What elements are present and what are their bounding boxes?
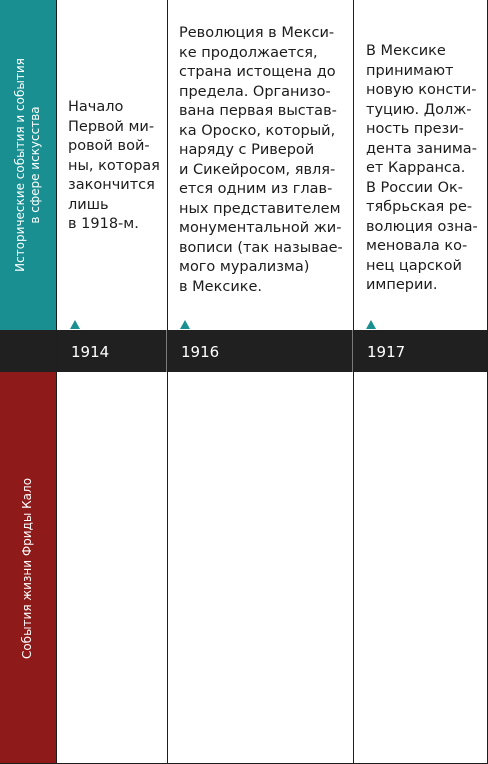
year-label: 1916: [181, 343, 220, 361]
event-text: Революция в Мекси- ке продолжается, страна истощена до предела. Организо- вана первая выстав- ка Ороско, который, наряду с Риверой и Сикейросом, явля- ется одним из глав- ных представителем монументальной жи- вописи (так называе- мого мурализма) в Мексике.: [179, 25, 343, 295]
frida-row-label: События жизни Фриды Кало: [20, 477, 35, 659]
year-label: 1917: [367, 343, 406, 361]
column-divider: [353, 0, 354, 764]
timeline-marker-icon: [180, 320, 190, 329]
frida-row-header: [0, 372, 56, 764]
year-label: 1914: [71, 343, 110, 361]
history-row-label: Исторические события и события в сфере искусства: [13, 58, 42, 272]
timeline-marker-icon: [70, 320, 80, 329]
column-divider: [56, 0, 57, 764]
history-row-header: [0, 0, 56, 330]
column-divider: [167, 0, 168, 764]
event-text: В Мексике принимают новую консти- туцию. Долж- ность прези- дента занима- ет Карранса. В России Ок- тябрьская ре- волюция озна- меновала ко- нец царской империи.: [366, 43, 478, 293]
timeline-marker-icon: [366, 320, 376, 329]
event-text: Начало Первой ми- ровой вой- ны, которая закончится лишь в 1918-м.: [68, 99, 160, 232]
